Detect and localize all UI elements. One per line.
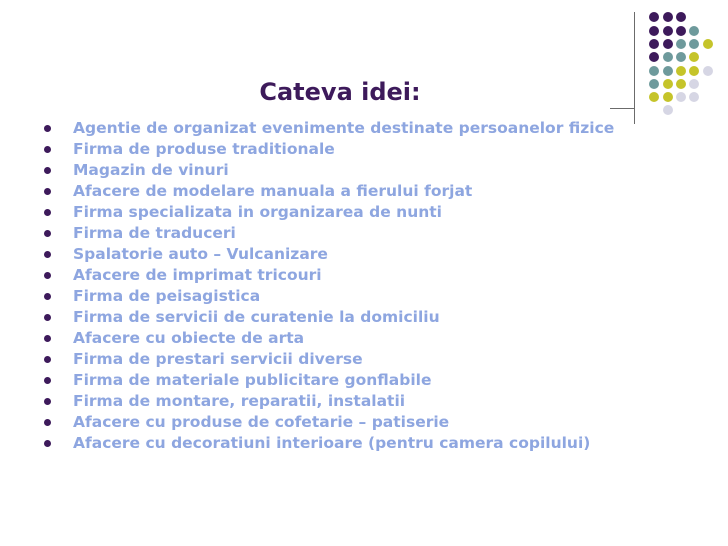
decorative-dot (676, 39, 686, 49)
list-item-text: Firma de materiale publicitare gonflabile (73, 371, 432, 389)
list-item (44, 139, 614, 160)
decorative-dot (663, 105, 673, 115)
list-item-text: Firma de traduceri (73, 224, 236, 242)
list-item (44, 433, 614, 454)
decorative-dot (649, 79, 659, 89)
decorative-dot (676, 79, 686, 89)
bullet-icon (44, 188, 51, 195)
decorative-dot (676, 12, 686, 22)
decorative-dot (676, 66, 686, 76)
bullet-icon (44, 314, 51, 321)
bullet-icon (44, 377, 51, 384)
decorative-dot (663, 79, 673, 89)
decorative-dot (663, 39, 673, 49)
list-item (44, 349, 614, 370)
slide-title: Cateva idei: (259, 78, 421, 106)
decorative-dot (703, 66, 713, 76)
decorative-dot (663, 52, 673, 62)
list-item-text: Firma de produse traditionale (73, 140, 335, 158)
list-item-text: Firma de prestari servicii diverse (73, 350, 363, 368)
decorative-dot (663, 26, 673, 36)
decorative-dot (676, 92, 686, 102)
list-item-text: Afacere de modelare manuala a fierului forjat (73, 182, 473, 200)
list-item (44, 370, 614, 391)
decorative-dot (676, 26, 686, 36)
bullet-icon (44, 167, 51, 174)
decorative-dot (689, 66, 699, 76)
idea-list (44, 118, 614, 454)
list-item-text: Firma specializata in organizarea de nunti (73, 203, 442, 221)
list-item (44, 286, 614, 307)
list-item-text: Firma de servicii de curatenie la domiciliu (73, 308, 440, 326)
decorative-dot (689, 79, 699, 89)
list-item (44, 118, 614, 139)
decorative-dot (689, 39, 699, 49)
list-item (44, 223, 614, 244)
bullet-icon (44, 125, 51, 132)
decorative-dot (663, 92, 673, 102)
list-item-text: Afacere de imprimat tricouri (73, 266, 322, 284)
bullet-icon (44, 146, 51, 153)
list-item-text: Afacere cu obiecte de arta (73, 329, 305, 347)
bullet-icon (44, 335, 51, 342)
list-item-text: Spalatorie auto – Vulcanizare (73, 245, 328, 263)
list-item (44, 181, 614, 202)
decorative-dot (689, 52, 699, 62)
list-item-text: Magazin de vinuri (73, 161, 229, 179)
bullet-icon (44, 209, 51, 216)
decorative-dot (703, 39, 713, 49)
bullet-icon (44, 251, 51, 258)
list-item (44, 328, 614, 349)
decorative-dot (689, 92, 699, 102)
decorative-dot (649, 52, 659, 62)
bullet-icon (44, 272, 51, 279)
list-item (44, 391, 614, 412)
bullet-icon (44, 440, 51, 447)
list-item-text: Agentie de organizat evenimente destinate persoanelor fizice (73, 119, 615, 137)
bullet-icon (44, 398, 51, 405)
decorative-dot (649, 39, 659, 49)
list-item-text: Afacere cu produse de cofetarie – patiserie (73, 413, 450, 431)
decorative-dot (649, 66, 659, 76)
list-item (44, 265, 614, 286)
list-item-text: Firma de peisagistica (73, 287, 261, 305)
decorative-dot (649, 12, 659, 22)
list-item (44, 307, 614, 328)
list-item (44, 202, 614, 223)
list-item-text: Afacere cu decoratiuni interioare (pentru camera copilului) (73, 434, 591, 452)
decorative-dot (649, 26, 659, 36)
bullet-icon (44, 230, 51, 237)
bullet-icon (44, 356, 51, 363)
decorative-dot (663, 66, 673, 76)
decorative-dot (663, 12, 673, 22)
list-item (44, 412, 614, 433)
bullet-icon (44, 293, 51, 300)
list-item (44, 244, 614, 265)
decorative-dot (649, 92, 659, 102)
decorative-dot-grid (0, 0, 728, 130)
list-item-text: Firma de montare, reparatii, instalatii (73, 392, 406, 410)
bullet-icon (44, 419, 51, 426)
decorative-dot (676, 52, 686, 62)
decorative-dot (689, 26, 699, 36)
list-item (44, 160, 614, 181)
